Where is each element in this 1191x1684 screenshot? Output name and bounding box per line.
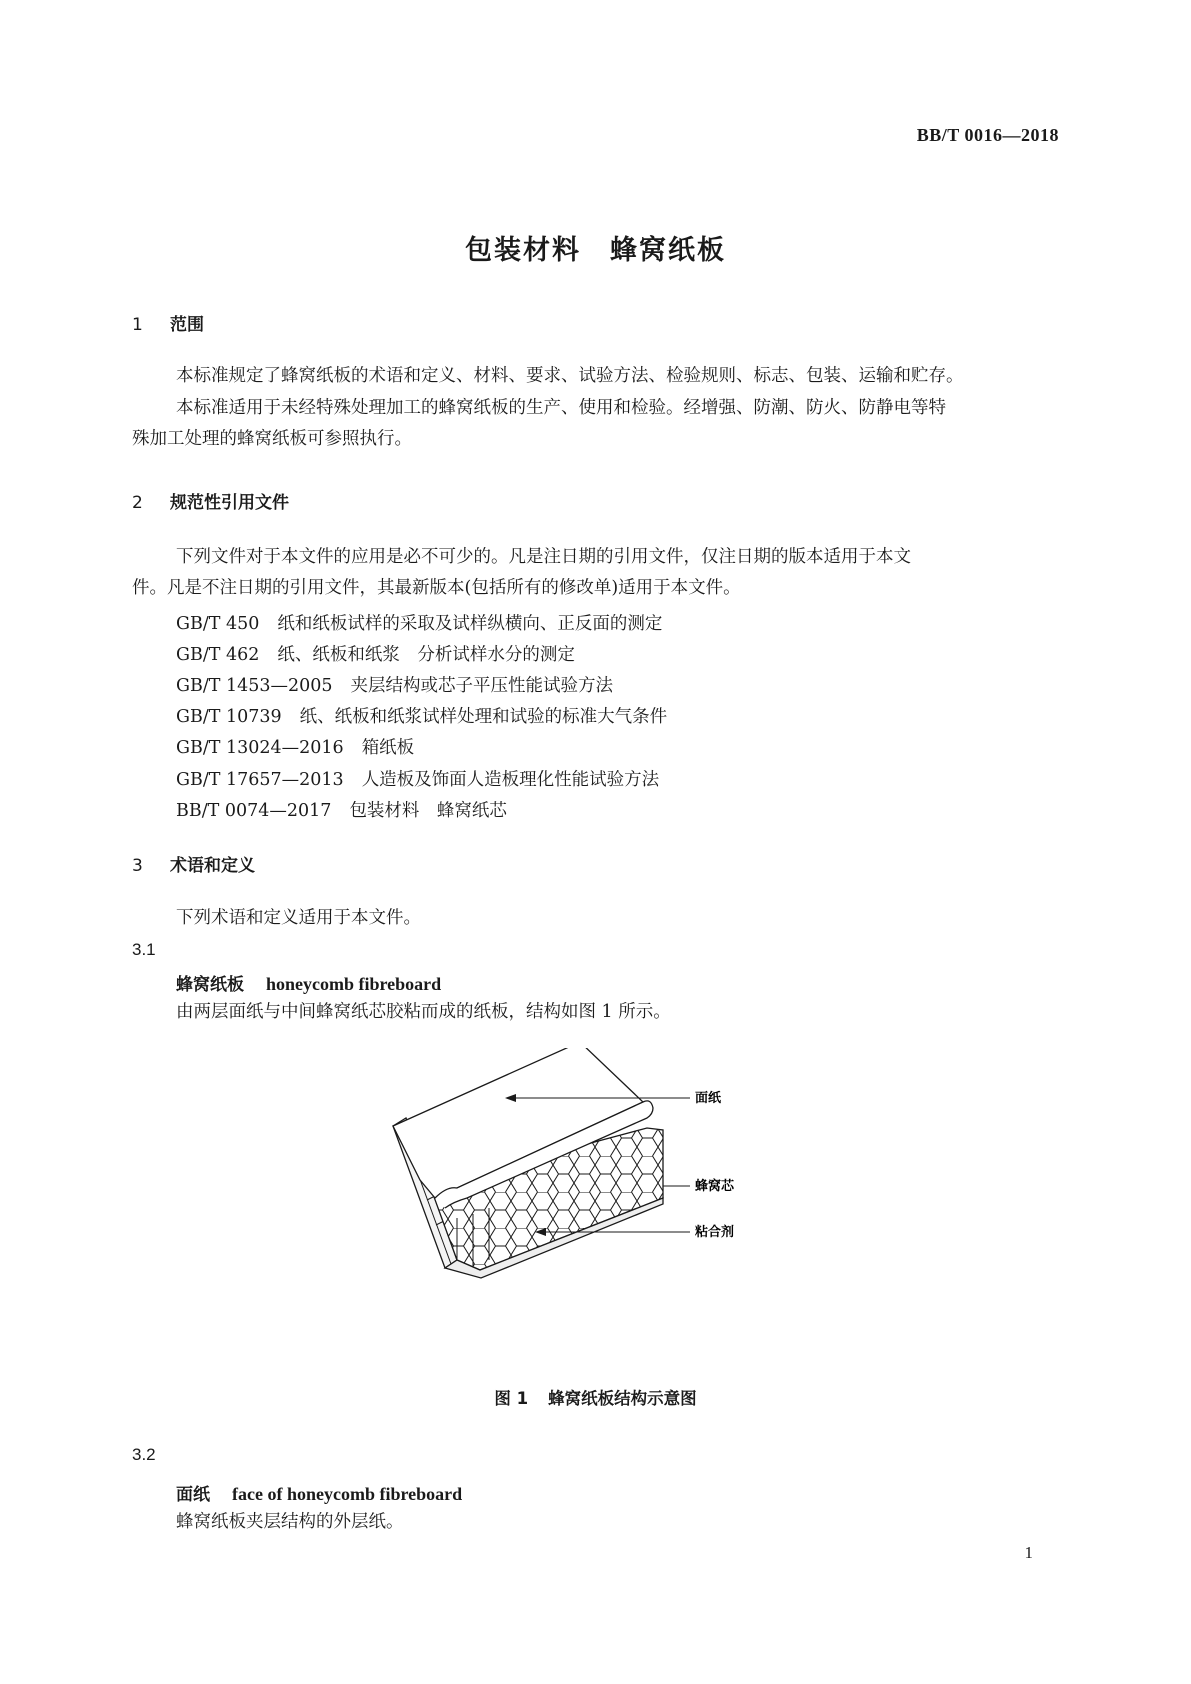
reference-title: 箱纸板 <box>361 738 415 758</box>
term-definition: 蜂窝纸板夹层结构的外层纸。 <box>176 1512 404 1532</box>
reference-item <box>176 766 659 791</box>
reference-item <box>176 734 414 759</box>
term-en: honeycomb fibreboard <box>266 974 442 994</box>
term-en: face of honeycomb fibreboard <box>232 1484 463 1504</box>
paragraph: 本标准规定了蜂窝纸板的术语和定义、材料、要求、试验方法、检验规则、标志、包装、运输和贮存。 <box>176 366 964 386</box>
reference-code: GB/T 462 <box>176 645 260 665</box>
reference-item <box>176 672 613 697</box>
reference-item <box>176 610 662 635</box>
honeycomb-structure-figure <box>385 1048 825 1358</box>
section-title: 术语和定义 <box>170 856 255 876</box>
figure-number: 图 1 <box>494 1389 529 1408</box>
section-1-heading <box>132 310 204 335</box>
paragraph: 殊加工处理的蜂窝纸板可参照执行。 <box>132 429 412 449</box>
figure-caption-text: 蜂窝纸板结构示意图 <box>548 1389 697 1408</box>
section-3-heading <box>132 851 255 876</box>
clause-number: 3.2 <box>132 1445 156 1464</box>
figure-label-core: 蜂窝芯 <box>695 1179 735 1194</box>
figure-label-adhesive: 粘合剂 <box>695 1225 735 1240</box>
reference-title: 包装材料 蜂窝纸芯 <box>349 801 507 821</box>
page-number: 1 <box>1024 1543 1033 1562</box>
figure-caption <box>0 1385 1191 1409</box>
paragraph: 下列术语和定义适用于本文件。 <box>176 908 421 928</box>
paragraph: 下列文件对于本文件的应用是必不可少的。凡是注日期的引用文件，仅注日期的版本适用于本文 <box>176 547 911 567</box>
term-heading <box>176 970 441 995</box>
reference-code: GB/T 10739 <box>176 707 282 727</box>
reference-title: 夹层结构或芯子平压性能试验方法 <box>350 676 614 696</box>
term-zh: 蜂窝纸板 <box>176 975 244 995</box>
reference-item <box>176 797 507 822</box>
section-number: 1 <box>132 315 143 335</box>
reference-title: 人造板及饰面人造板理化性能试验方法 <box>361 770 660 790</box>
reference-title: 纸、纸板和纸浆 分析试样水分的测定 <box>277 645 575 665</box>
term-definition: 由两层面纸与中间蜂窝纸芯胶粘而成的纸板，结构如图 1 所示。 <box>176 1002 671 1022</box>
section-number: 3 <box>132 856 143 876</box>
section-title: 规范性引用文件 <box>170 493 289 513</box>
reference-item <box>176 641 575 666</box>
reference-item <box>176 703 667 728</box>
clause-number: 3.1 <box>132 940 156 959</box>
term-heading <box>176 1480 462 1505</box>
reference-code: GB/T 17657—2013 <box>176 770 344 790</box>
section-2-heading <box>132 488 289 513</box>
paragraph: 件。凡是不注日期的引用文件，其最新版本(包括所有的修改单)适用于本文件。 <box>132 578 741 598</box>
reference-code: BB/T 0074—2017 <box>176 801 332 821</box>
section-title: 范围 <box>170 315 204 335</box>
reference-title: 纸、纸板和纸浆试样处理和试验的标准大气条件 <box>299 707 668 727</box>
standard-number: BB/T 0016—2018 <box>916 125 1059 145</box>
reference-code: GB/T 450 <box>176 614 260 634</box>
paragraph: 本标准适用于未经特殊处理加工的蜂窝纸板的生产、使用和检验。经增强、防潮、防火、防静电等特 <box>176 398 946 418</box>
page-title: 包装材料 蜂窝纸板 <box>465 235 726 266</box>
section-number: 2 <box>132 493 143 513</box>
figure-label-face: 面纸 <box>695 1091 722 1106</box>
reference-code: GB/T 1453—2005 <box>176 676 333 696</box>
term-zh: 面纸 <box>176 1485 210 1505</box>
reference-code: GB/T 13024—2016 <box>176 738 344 758</box>
reference-title: 纸和纸板试样的采取及试样纵横向、正反面的测定 <box>277 614 663 634</box>
